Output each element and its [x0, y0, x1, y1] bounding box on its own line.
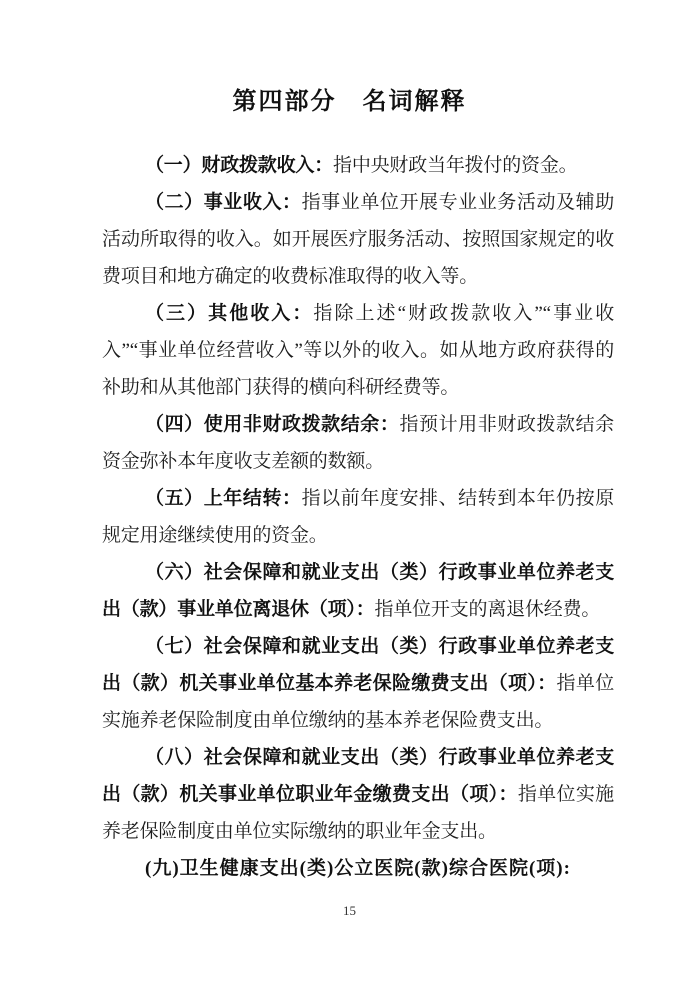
definitions-list — [102, 147, 614, 887]
definition-term: （二）事业收入： — [145, 192, 302, 213]
definition-text: 指预计用非财政拨款结余资金弥补本年度收支差额的数额。 — [102, 414, 614, 472]
definition-term: (九)卫生健康支出(类)公立医院(款)综合医院(项): — [145, 858, 571, 879]
definition-term: （六）社会保障和就业支出（类）行政事业单位养老支出（款）事业单位离退休（项）： — [102, 562, 614, 620]
definition-text: 指事业单位开展专业业务活动及辅助活动所取得的收入。如开展医疗服务活动、按照国家规定的收费项目和地方确定的收费标准取得的收入等。 — [102, 192, 614, 287]
definition-item-5 — [102, 480, 614, 554]
definition-term: （三）其他收入： — [145, 303, 314, 324]
definition-item-1 — [102, 147, 614, 184]
definition-item-6 — [102, 554, 614, 628]
definition-term: （八）社会保障和就业支出（类）行政事业单位养老支出（款）机关事业单位职业年金缴费支出（项）： — [102, 747, 614, 805]
definition-term: （七）社会保障和就业支出（类）行政事业单位养老支出（款）机关事业单位基本养老保险缴费支出（项）： — [102, 636, 614, 694]
definition-item-4 — [102, 406, 614, 480]
definition-item-9 — [102, 850, 614, 887]
definition-item-2 — [102, 184, 614, 295]
definition-item-8 — [102, 739, 614, 850]
page-number: 15 — [343, 903, 356, 918]
definition-item-3 — [102, 295, 614, 406]
page-title: 第四部分 名词解释 — [232, 89, 467, 115]
definition-term: （五）上年结转： — [145, 488, 302, 509]
definition-term: （四）使用非财政拨款结余： — [145, 414, 400, 435]
definition-text: 指以前年度安排、结转到本年仍按原规定用途继续使用的资金。 — [102, 488, 614, 546]
definition-term: （一）财政拨款收入： — [145, 155, 334, 176]
definition-text: 指单位实施养老保险制度由单位实际缴纳的职业年金支出。 — [102, 784, 614, 842]
definition-text: 指除上述“财政拨款收入”“事业收入”“事业单位经营收入”等以外的收入。如从地方政府获得的补助和从其他部门获得的横向科研经费等。 — [102, 303, 614, 398]
definition-item-7 — [102, 628, 614, 739]
definition-text: 指中央财政当年拨付的资金。 — [333, 155, 578, 176]
definition-text: 指单位实施养老保险制度由单位缴纳的基本养老保险费支出。 — [102, 673, 615, 731]
definition-text: 指单位开支的离退休经费。 — [374, 599, 601, 620]
